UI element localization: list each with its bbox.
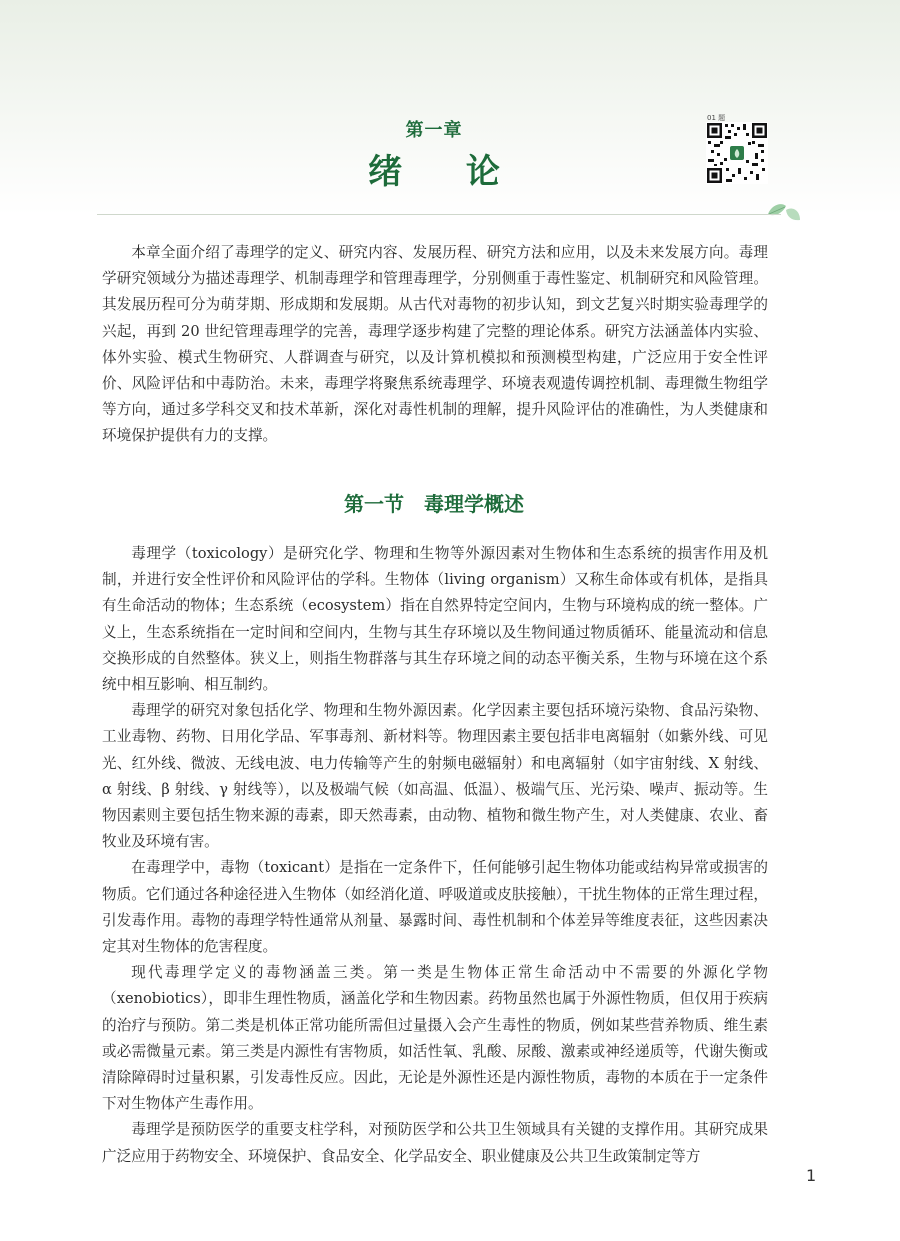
section-title: 第一节 毒理学概述: [344, 492, 524, 516]
qr-code-icon[interactable]: [706, 122, 768, 184]
chapter-title: 绪 论: [368, 152, 526, 192]
leaf-decoration-icon: [764, 198, 804, 226]
section-body: [102, 541, 768, 1170]
body-paragraph-4: 现代毒理学定义的毒物涵盖三类。第一类是生物体正常生命活动中不需要的外源化学物（xenobiotics），即非生理性物质，涵盖化学和生物因素。药物虽然也属于外源性物质，但仅用于疾病的治疗与预防。第二类是机体正常功能所需但过量摄入会产生毒性的物质，例如某些营养物质、维生素或必需微量元素。第三类是内源性有害物质，如活性氧、乳酸、尿酸、激素或神经递质等，代谢失衡或清除障碍时过量积累，引发毒性反应。因此，无论是外源性还是内源性物质，毒物的本质在于一定条件下对生物体产生毒作用。: [102, 964, 768, 1113]
body-paragraph-1: 毒理学（toxicology）是研究化学、物理和生物等外源因素对生物体和生态系统的损害作用及机制，并进行安全性评价和风险评估的学科。生物体（living organism）又称生命体或有机体，是指具有生命活动的物体；生态系统（ecosystem）指在自然界特定空间内，生物与环境构成的统一整体。广义上，生态系统指在一定时间和空间内，生物与其生存环境以及生物间通过物质循环、能量流动和信息交换形成的自然整体。狭义上，则指生物群落与其生存环境之间的动态平衡关系，生物与环境在这个系统中相互影响、相互制约。: [102, 545, 768, 694]
page-number: 1: [806, 1166, 817, 1185]
body-paragraph-2: 毒理学的研究对象包括化学、物理和生物外源因素。化学因素主要包括环境污染物、食品污染物、工业毒物、药物、日用化学品、军事毒剂、新材料等。物理因素主要包括非电离辐射（如紫外线、可见光、红外线、微波、无线电波、电力传输等产生的射频电磁辐射）和电离辐射（如宇宙射线、X 射线、α 射线、β 射线、γ 射线等），以及极端气候（如高温、低温）、极端气压、光污染、噪声、振动等。生物因素则主要包括生物来源的毒素，即天然毒素，由动物、植物和微生物产生，对人类健康、农业、畜牧业及环境有害。: [102, 702, 768, 851]
chapter-label: 第一章: [405, 120, 463, 141]
body-paragraph-5: 毒理学是预防医学的重要支柱学科，对预防医学和公共卫生领域具有关键的支撑作用。其研究成果广泛应用于药物安全、环境保护、食品安全、化学品安全、职业健康及公共卫生政策制定等方: [102, 1121, 768, 1165]
chapter-summary: [102, 240, 768, 450]
summary-paragraph: 本章全面介绍了毒理学的定义、研究内容、发展历程、研究方法和应用，以及未来发展方向。毒理学研究领域分为描述毒理学、机制毒理学和管理毒理学，分别侧重于毒性鉴定、机制研究和风险管理。其发展历程可分为萌芽期、形成期和发展期。从古代对毒物的初步认知，到文艺复兴时期实验毒理学的兴起，再到 20 世纪管理毒理学的完善，毒理学逐步构建了完整的理论体系。研究方法涵盖体内实验、体外实验、模式生物研究、人群调查与研究，以及计算机模拟和预测模型构建，广泛应用于安全性评价、风险评估和中毒防治。未来，毒理学将聚焦系统毒理学、环境表观遗传调控机制、毒理微生物组学等方向，通过多学科交叉和技术革新，深化对毒性机制的理解，提升风险评估的准确性，为人类健康和环境保护提供有力的支撑。: [102, 244, 768, 445]
qr-code-label: 01 题: [707, 114, 726, 122]
body-paragraph-3: 在毒理学中，毒物（toxicant）是指在一定条件下，任何能够引起生物体功能或结构异常或损害的物质。它们通过各种途径进入生物体（如经消化道、呼吸道或皮肤接触），干扰生物体的正常生理过程，引发毒作用。毒物的毒理学特性通常从剂量、暴露时间、毒性机制和个体差异等维度表征，这些因素决定其对生物体的危害程度。: [102, 859, 768, 956]
header-divider: [97, 214, 781, 215]
